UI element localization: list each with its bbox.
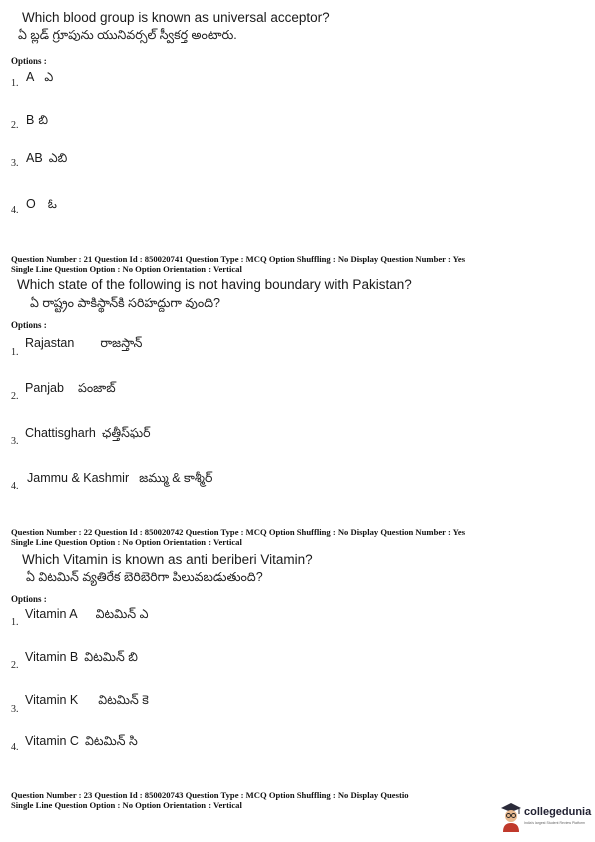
question-text-te: ఏ రాష్ట్రం పాకిస్థాన్‌కి సరిహద్దుగా వుంది? — [30, 296, 221, 310]
option-text-te: విటమిన్ సి — [84, 734, 138, 748]
option-number: 3. — [11, 158, 19, 169]
question-meta-line: Single Line Question Option : No Option Orientation : Vertical — [11, 800, 242, 810]
option-text-te: ఎ — [44, 70, 54, 84]
option-text-te: ఎబి — [48, 151, 68, 165]
logo-name: collegedunia — [524, 806, 592, 818]
option-item — [26, 151, 67, 169]
option-number: 3. — [11, 704, 19, 715]
option-number: 1. — [11, 347, 19, 358]
question-meta — [11, 527, 465, 547]
option-item — [27, 471, 212, 489]
question-meta-line: Single Line Question Option : No Option Orientation : Vertical — [11, 264, 242, 274]
options-label: Options : — [11, 320, 47, 330]
option-item — [25, 336, 142, 354]
option-item — [25, 607, 148, 625]
options-label: Options : — [11, 56, 47, 66]
option-text-en: Vitamin B — [25, 650, 79, 664]
question-meta — [11, 790, 409, 810]
option-text-en: Vitamin A — [25, 607, 78, 621]
question-meta-line: Question Number : 23 Question Id : 850020743 Question Type : MCQ Option Shuffling : No Display Questio — [11, 790, 409, 800]
option-item — [25, 693, 149, 711]
option-text-te: విటమిన్ బి — [84, 650, 138, 664]
option-text-te: జమ్ము & కాశ్మీర్ — [139, 471, 213, 485]
option-text-en: Vitamin C — [25, 734, 79, 748]
option-text-te: పంజాబ్ — [77, 381, 116, 395]
option-item — [26, 70, 53, 88]
option-text-en: Chattisgharh — [25, 426, 96, 440]
question-text-en: Which blood group is known as universal acceptor? — [22, 10, 330, 25]
question-text-en: Which Vitamin is known as anti beriberi Vitamin? — [22, 552, 313, 567]
option-text-te: ఛత్తీస్‌ఘర్ — [101, 426, 151, 440]
option-item — [26, 197, 57, 215]
option-text-te: విటమిన్ కె — [98, 693, 149, 707]
student-mascot-icon — [500, 802, 522, 832]
option-text-en: Vitamin K — [25, 693, 79, 707]
option-item — [25, 650, 138, 668]
option-text-en: Panjab — [25, 381, 64, 395]
option-number: 1. — [11, 617, 19, 628]
logo-tagline: India's largest Student Review Platform — [524, 821, 585, 825]
option-text-en: A — [26, 70, 35, 84]
options-label: Options : — [11, 594, 47, 604]
question-meta-line: Question Number : 21 Question Id : 850020741 Question Type : MCQ Option Shuffling : No Display Question Number : Yes — [11, 254, 466, 264]
question-meta-line: Question Number : 22 Question Id : 850020742 Question Type : MCQ Option Shuffling : No Display Question Number : Yes — [11, 527, 466, 537]
option-number: 3. — [11, 436, 19, 447]
option-number: 2. — [11, 120, 19, 131]
question-text-en: Which state of the following is not having boundary with Pakistan? — [17, 277, 412, 292]
option-number: 4. — [11, 481, 19, 492]
option-item — [26, 113, 48, 131]
option-text-te: ఓ — [47, 197, 57, 211]
option-number: 2. — [11, 660, 19, 671]
option-text-en: Rajastan — [25, 336, 75, 350]
option-number: 1. — [11, 78, 19, 89]
option-text-te: బి — [38, 113, 48, 127]
option-number: 4. — [11, 205, 19, 216]
option-text-en: Jammu & Kashmir — [27, 471, 130, 485]
question-meta-line: Single Line Question Option : No Option Orientation : Vertical — [11, 537, 242, 547]
option-text-te: రాజస్తాన్ — [100, 336, 143, 350]
option-text-en: AB — [26, 151, 43, 165]
option-text-en: O — [26, 197, 36, 211]
question-meta — [11, 254, 465, 274]
question-text-te: ఏ విటమిన్ వ్యతిరేక బెరిబెరిగా పిలువబడుతుంది? — [26, 570, 263, 584]
question-text-te: ఏ బ్లడ్ గ్రూపును యునివర్సల్ స్వీకర్త అంటారు. — [18, 28, 237, 42]
option-item — [25, 381, 116, 399]
option-text-te: విటమిన్ ఎ — [95, 607, 149, 621]
option-text-en: B — [26, 113, 35, 127]
option-item — [25, 734, 138, 752]
option-number: 4. — [11, 742, 19, 753]
collegedunia-logo — [500, 798, 595, 834]
option-number: 2. — [11, 391, 19, 402]
option-item — [25, 426, 151, 444]
